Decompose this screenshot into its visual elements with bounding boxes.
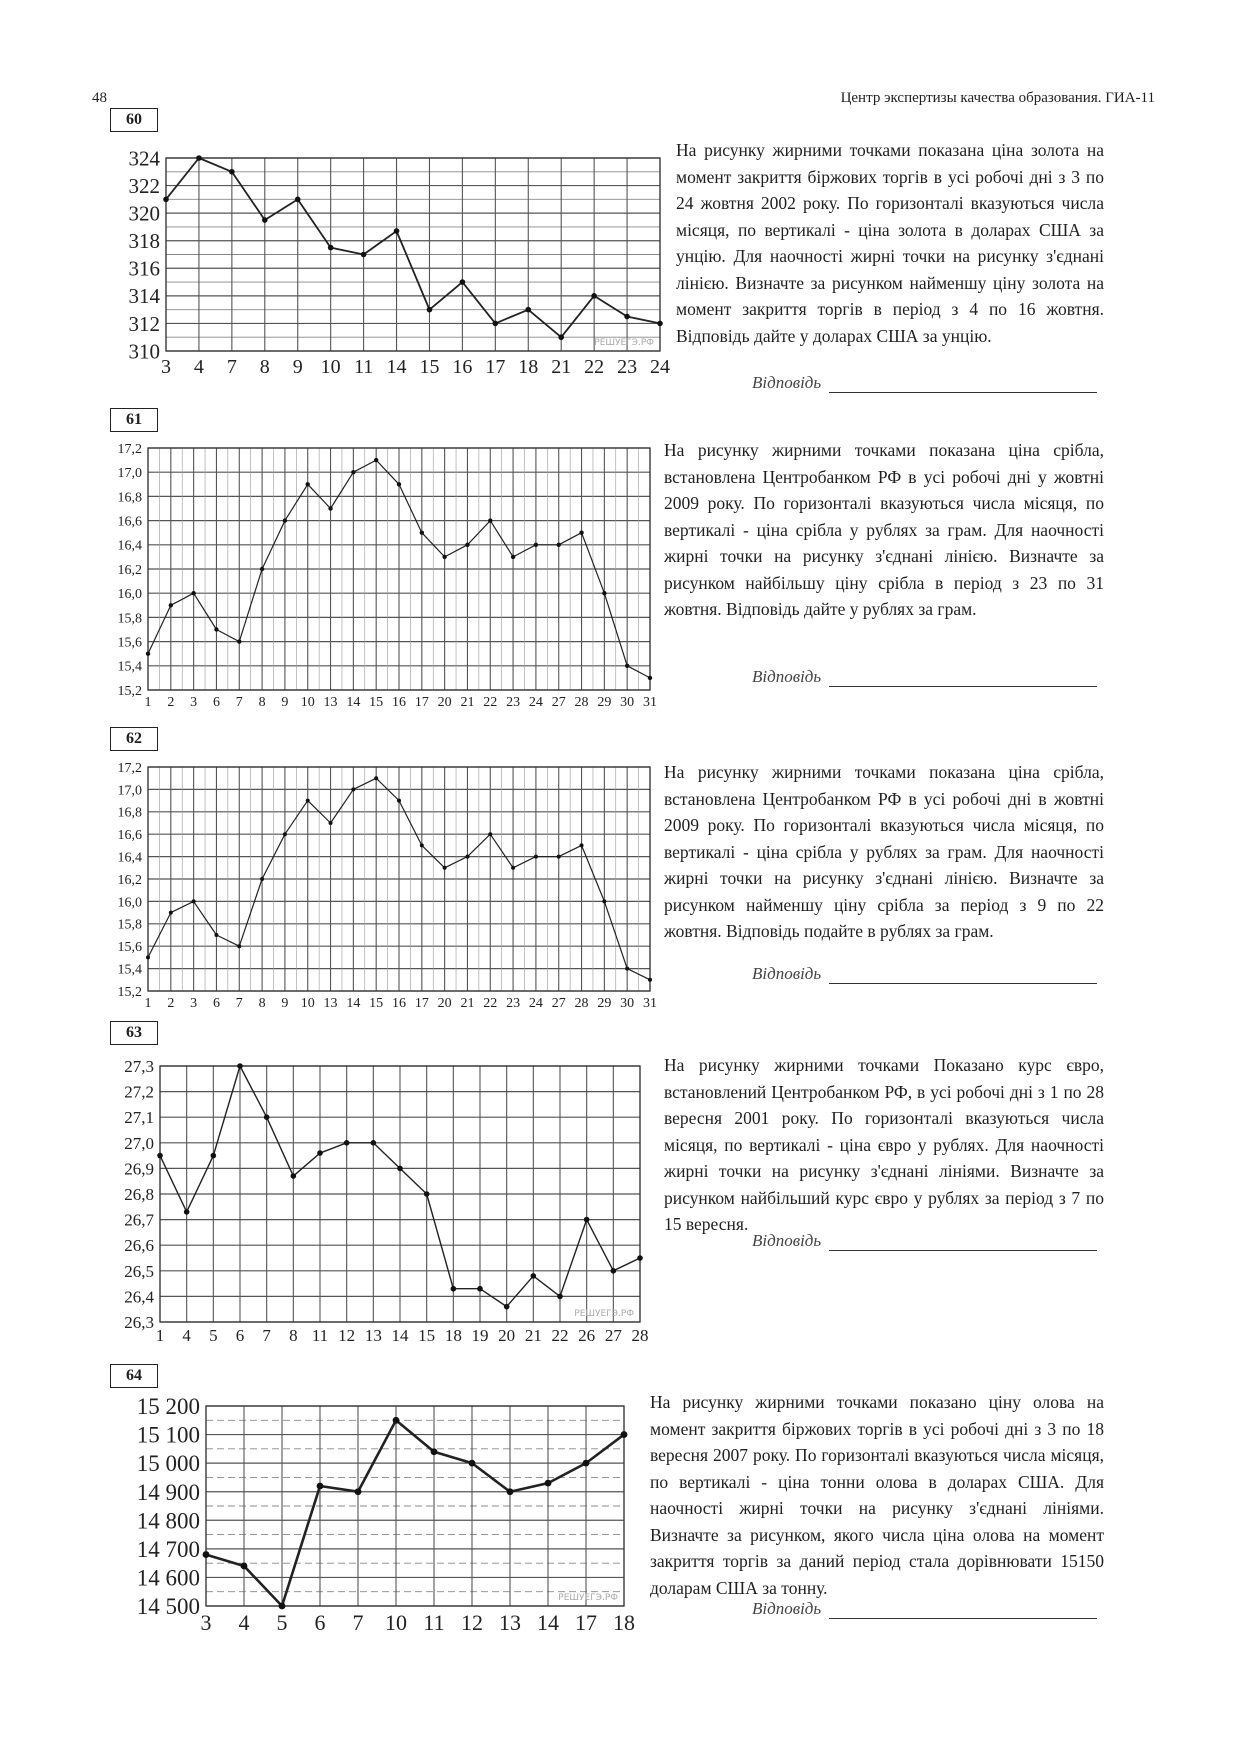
y-tick-label: 16,2 (117, 872, 142, 888)
x-tick-label: 6 (314, 1610, 326, 1635)
data-point (279, 1603, 286, 1610)
x-tick-label: 24 (650, 356, 670, 378)
y-tick-label: 16,0 (117, 895, 142, 911)
x-tick-label: 8 (289, 1326, 298, 1345)
x-tick-label: 14 (391, 1326, 409, 1345)
y-tick-label: 15,8 (117, 917, 142, 933)
data-point (511, 555, 515, 559)
x-tick-label: 20 (437, 695, 452, 710)
data-point (237, 1063, 243, 1069)
data-point (648, 676, 652, 680)
x-tick-label: 13 (323, 996, 338, 1011)
answer-line[interactable] (829, 376, 1097, 393)
data-point (295, 197, 301, 203)
y-tick-label: 17,2 (117, 441, 142, 457)
x-tick-label: 17 (485, 356, 506, 378)
x-tick-label: 15 (369, 996, 384, 1011)
data-point (420, 843, 424, 847)
data-point (611, 1268, 617, 1274)
data-point (317, 1483, 324, 1490)
data-point (465, 543, 469, 547)
data-point (558, 334, 564, 340)
x-tick-label: 8 (258, 996, 266, 1011)
data-point (557, 1294, 563, 1300)
x-tick-label: 9 (292, 356, 303, 378)
answer-label: Відповідь (752, 373, 822, 392)
data-point (397, 1166, 403, 1172)
answer-line[interactable] (829, 1234, 1097, 1251)
data-point (621, 1431, 628, 1438)
y-tick-label: 15,6 (117, 940, 142, 956)
x-tick-label: 22 (483, 996, 498, 1011)
x-tick-label: 28 (574, 996, 589, 1011)
task-number: 62 (110, 727, 158, 751)
answer-label: Відповідь (752, 667, 822, 686)
y-tick-label: 16,0 (117, 587, 142, 603)
y-tick-label: 14 600 (136, 1565, 200, 1591)
data-point (351, 470, 355, 474)
data-point (557, 855, 561, 859)
data-point (625, 967, 629, 971)
data-point (442, 555, 446, 559)
data-point (424, 1191, 430, 1197)
x-tick-label: 7 (235, 695, 243, 710)
x-tick-label: 12 (338, 1326, 356, 1345)
data-point (493, 321, 499, 327)
data-point (355, 1488, 362, 1495)
y-tick-label: 14 900 (136, 1479, 200, 1505)
x-tick-label: 27 (551, 996, 566, 1011)
x-tick-label: 5 (276, 1610, 288, 1635)
x-tick-label: 18 (444, 1326, 462, 1345)
data-point (306, 482, 310, 486)
data-point (344, 1140, 350, 1146)
page-header-title: Центр экспертизы качества образования. ГИА-11 (840, 90, 1155, 106)
y-tick-label: 16,6 (117, 828, 142, 844)
y-tick-label: 16,8 (117, 490, 142, 506)
data-point (583, 1460, 590, 1467)
data-point (260, 877, 264, 881)
x-tick-label: 14 (537, 1610, 559, 1635)
data-point (420, 531, 424, 535)
x-tick-label: 29 (597, 996, 612, 1011)
y-tick-label: 16,8 (117, 805, 142, 821)
x-tick-label: 3 (200, 1610, 212, 1635)
data-point (283, 832, 287, 836)
x-tick-label: 31 (643, 695, 657, 710)
data-point (584, 1217, 590, 1223)
x-tick-label: 13 (323, 695, 338, 710)
y-tick-label: 27,3 (124, 1056, 154, 1076)
y-tick-label: 26,4 (124, 1287, 154, 1307)
page-number: 48 (92, 90, 107, 106)
data-point (371, 1140, 377, 1146)
y-tick-label: 17,0 (117, 783, 142, 799)
task-number: 61 (110, 408, 158, 432)
data-point (214, 627, 218, 631)
y-tick-label: 16,4 (117, 538, 142, 554)
data-point (157, 1153, 163, 1159)
answer-line[interactable] (829, 967, 1097, 984)
data-point (625, 664, 629, 668)
y-tick-label: 17,0 (117, 466, 142, 482)
answer-line[interactable] (829, 1602, 1097, 1619)
data-point (511, 866, 515, 870)
answer-label: Відповідь (752, 1231, 822, 1250)
data-point (361, 252, 367, 258)
answer-field[interactable] (752, 1231, 1097, 1251)
x-tick-label: 19 (471, 1326, 489, 1345)
x-tick-label: 11 (353, 356, 374, 378)
task-text: На рисунку жирними точками Показано курс євро, встановлений Центробанком РФ, в усі робочі дні з 1 по 28 вересня 2001 року. По горизонталі вказуються числа місяця, по вертикалі - ціна євро у рублях. Для наочності жирні точки на рисунку з'єднані лініями. Визначте за рисунком найбільший курс євро у рублях за період з 7 по 15 вересня. (664, 1055, 1104, 1234)
x-tick-label: 15 (418, 1326, 436, 1345)
data-point (557, 543, 561, 547)
x-tick-label: 4 (193, 356, 204, 378)
chart-euro-rate (100, 1054, 660, 1354)
x-tick-label: 7 (226, 356, 237, 378)
y-tick-label: 26,5 (124, 1261, 154, 1281)
answer-line[interactable] (829, 670, 1097, 687)
x-tick-label: 15 (419, 356, 440, 378)
y-tick-label: 14 500 (136, 1594, 200, 1620)
chart-grid (166, 158, 660, 351)
data-point (427, 307, 433, 313)
y-tick-label: 27,2 (124, 1082, 154, 1102)
x-tick-label: 23 (506, 695, 521, 710)
x-tick-label: 14 (346, 695, 361, 710)
data-point (192, 899, 196, 903)
x-tick-label: 2 (167, 996, 175, 1011)
x-tick-label: 6 (212, 996, 220, 1011)
data-point (169, 911, 173, 915)
x-tick-label: 31 (643, 996, 657, 1011)
data-point (624, 314, 630, 320)
data-point (465, 855, 469, 859)
y-tick-label: 15 000 (136, 1451, 200, 1477)
data-point (531, 1273, 537, 1279)
data-point (579, 531, 583, 535)
x-tick-label: 3 (161, 356, 171, 378)
data-point (637, 1255, 643, 1261)
x-tick-label: 21 (460, 996, 475, 1011)
data-point (291, 1173, 297, 1179)
y-tick-label: 314 (128, 284, 160, 309)
y-tick-label: 15,8 (117, 611, 142, 627)
x-tick-label: 16 (452, 356, 473, 378)
data-point (451, 1286, 457, 1292)
x-tick-label: 14 (346, 996, 361, 1011)
watermark: РЕШУЕГЭ.РФ (594, 338, 654, 348)
x-tick-label: 3 (190, 695, 198, 710)
data-point (317, 1150, 323, 1156)
y-tick-label: 14 700 (136, 1536, 200, 1562)
chart-grid (160, 1066, 640, 1322)
chart-tin-price (100, 1394, 660, 1644)
x-tick-label: 30 (620, 996, 635, 1011)
answer-field[interactable] (752, 964, 1097, 984)
y-tick-label: 15 100 (136, 1422, 200, 1448)
x-tick-label: 18 (518, 356, 539, 378)
x-tick-label: 12 (461, 1610, 483, 1635)
x-tick-label: 6 (212, 695, 220, 710)
chart-silver-price (100, 438, 660, 718)
data-point (648, 978, 652, 982)
data-point (534, 855, 538, 859)
x-tick-label: 4 (182, 1326, 191, 1345)
data-point (591, 293, 597, 299)
x-tick-label: 11 (423, 1610, 445, 1635)
data-point (443, 866, 447, 870)
data-point (283, 518, 287, 522)
data-point (351, 787, 355, 791)
data-point (163, 197, 169, 203)
data-point (146, 955, 150, 959)
x-tick-label: 14 (386, 356, 407, 378)
data-point (374, 458, 378, 462)
x-tick-label: 20 (437, 996, 452, 1011)
data-point (460, 279, 466, 285)
y-tick-label: 16,6 (117, 514, 142, 530)
x-tick-label: 18 (613, 1610, 635, 1635)
y-tick-label: 27,0 (124, 1133, 154, 1153)
x-tick-label: 22 (584, 356, 605, 378)
y-tick-label: 15 200 (136, 1394, 200, 1420)
data-point (260, 567, 264, 571)
y-tick-label: 26,6 (124, 1236, 154, 1256)
y-tick-label: 324 (128, 146, 160, 171)
data-point (397, 482, 401, 486)
y-tick-label: 15,4 (117, 962, 142, 978)
series-line (166, 158, 660, 337)
watermark: РЕШУЕГЭ.РФ (558, 1593, 618, 1603)
data-point (394, 228, 400, 234)
x-tick-label: 9 (281, 695, 289, 710)
data-point (469, 1460, 476, 1467)
x-tick-label: 22 (551, 1326, 569, 1345)
data-point (184, 1209, 190, 1215)
data-point (525, 307, 531, 313)
task-number: 63 (110, 1021, 158, 1045)
x-tick-label: 1 (144, 996, 152, 1011)
data-point (262, 217, 268, 223)
x-tick-label: 7 (235, 996, 243, 1011)
x-tick-label: 24 (528, 695, 543, 710)
x-tick-label: 23 (506, 996, 521, 1011)
task-number: 64 (110, 1364, 158, 1388)
y-tick-label: 322 (128, 173, 160, 198)
data-point (602, 899, 606, 903)
task-text: На рисунку жирними точками показана ціна срібла, встановлена Центробанком РФ в усі робочі дні у жовтні 2009 року. По горизонталі вказуються числа місяця, по вертикалі - ціна срібла у рублях за грам. Для наочності жирні точки на рисунку з'єднані лінією. Визначте за рисунком найбільшу ціну срібла в період з 23 по 31 жовтня. Відповідь дайте у рублях за грам. (664, 440, 1104, 619)
x-tick-label: 30 (620, 695, 635, 710)
data-point (203, 1551, 210, 1558)
task-text: На рисунку жирними точками показана ціна золота на момент закриття біржових торгів в усі робочі дні з 3 по 24 жовтня 2002 року. По горизонталі вказуються числа місяця, по вертикалі - ціна золота в доларах США за унцію. Для наочності жирні точки на рисунку з'єднані лінією. Визначте за рисунком найменшу ціну золота на момент закриття торгів в період з 4 по 16 жовтня. Відповідь дайте у доларах США за унцію. (676, 140, 1104, 346)
x-tick-label: 16 (392, 695, 406, 710)
y-tick-label: 318 (128, 229, 160, 254)
data-point (241, 1563, 248, 1570)
data-point (329, 821, 333, 825)
data-point (393, 1417, 400, 1424)
answer-field[interactable] (752, 373, 1097, 393)
data-point (191, 591, 195, 595)
data-point (196, 155, 202, 161)
data-point (264, 1114, 270, 1120)
x-tick-label: 28 (631, 1326, 649, 1345)
x-tick-label: 10 (300, 695, 315, 710)
y-tick-label: 15,2 (117, 984, 142, 1000)
x-tick-label: 10 (320, 356, 341, 378)
x-tick-label: 13 (364, 1326, 382, 1345)
x-tick-label: 21 (524, 1326, 542, 1345)
y-tick-label: 17,2 (117, 760, 142, 776)
answer-label: Відповідь (752, 1599, 822, 1618)
x-tick-label: 21 (551, 356, 572, 378)
y-tick-label: 14 800 (136, 1508, 200, 1534)
data-point (504, 1304, 510, 1310)
task-text: На рисунку жирними точками показана ціна срібла, встановлена Центробанком РФ в усі робочі дні в жовтні 2009 року. По горизонталі вказуються числа місяця, по вертикалі - ціна срібла у рублях за грам. Для наочності жирні точки на рисунку з'єднані лінією. Визначте за рисунком найменшу ціну срібла за період з 9 по 22 жовтня. Відповідь подайте в рублях за грам. (664, 762, 1104, 941)
x-tick-label: 23 (617, 356, 638, 378)
x-tick-label: 27 (604, 1326, 622, 1345)
data-point (397, 799, 401, 803)
x-tick-label: 24 (528, 996, 543, 1011)
series-line (206, 1420, 624, 1606)
x-tick-label: 8 (258, 695, 266, 710)
data-point (488, 832, 492, 836)
y-tick-label: 27,1 (124, 1108, 154, 1128)
y-tick-label: 16,2 (117, 562, 142, 578)
x-tick-label: 1 (155, 1326, 165, 1345)
x-tick-label: 17 (414, 695, 429, 710)
y-tick-label: 26,7 (124, 1210, 154, 1230)
data-point (237, 944, 241, 948)
data-point (328, 506, 332, 510)
x-tick-label: 5 (209, 1326, 218, 1345)
y-tick-label: 16,4 (117, 850, 142, 866)
y-tick-label: 312 (128, 311, 160, 336)
y-tick-label: 310 (128, 339, 160, 364)
y-tick-label: 26,9 (124, 1159, 154, 1179)
data-point (169, 603, 173, 607)
x-tick-label: 16 (392, 996, 406, 1011)
x-tick-label: 21 (460, 695, 475, 710)
data-point (507, 1488, 514, 1495)
data-point (657, 321, 663, 327)
x-tick-label: 7 (352, 1610, 364, 1635)
x-tick-label: 1 (144, 695, 152, 710)
y-tick-label: 15,4 (117, 659, 142, 675)
x-tick-label: 10 (300, 996, 315, 1011)
y-tick-label: 15,6 (117, 635, 142, 651)
task-text: На рисунку жирними точками показано ціну олова на момент закриття біржових торгів в усі робочі дні з 3 по 18 вересня 2007 року. По горизонталі вказуються числа місяця, по вертикалі - ціна тонни олова в доларах США. Для наочності жирні точки на рисунку з'єднані лініями. Визначте за рисунком, якого числа ціна олова на момент закриття торгів за даний період стала дорівнювати 15150 доларам США за тонну. (650, 1392, 1104, 1598)
x-tick-label: 22 (483, 695, 498, 710)
data-point (431, 1448, 438, 1455)
x-tick-label: 13 (499, 1610, 521, 1635)
y-tick-label: 320 (128, 201, 160, 226)
x-tick-label: 29 (597, 695, 612, 710)
x-tick-label: 10 (385, 1610, 407, 1635)
chart-gold-price (100, 140, 670, 390)
x-tick-label: 17 (414, 996, 429, 1011)
data-point (477, 1286, 483, 1292)
answer-field[interactable] (752, 1599, 1097, 1619)
y-tick-label: 15,2 (117, 683, 142, 699)
x-tick-label: 11 (311, 1326, 329, 1345)
data-point (328, 245, 334, 251)
x-tick-label: 3 (190, 996, 198, 1011)
x-tick-label: 28 (574, 695, 589, 710)
data-point (602, 591, 606, 595)
watermark: РЕШУЕГЭ.РФ (574, 1309, 634, 1319)
data-point (488, 518, 492, 522)
answer-field[interactable] (752, 667, 1097, 687)
data-point (306, 799, 310, 803)
x-tick-label: 26 (578, 1326, 596, 1345)
data-point (534, 543, 538, 547)
x-tick-label: 8 (259, 356, 270, 378)
data-point (229, 169, 235, 175)
data-point (237, 639, 241, 643)
x-tick-label: 4 (238, 1610, 250, 1635)
data-point (374, 776, 378, 780)
answer-label: Відповідь (752, 964, 822, 983)
x-tick-label: 9 (281, 996, 289, 1011)
x-tick-label: 2 (167, 695, 175, 710)
data-point (580, 843, 584, 847)
y-tick-label: 316 (128, 256, 160, 281)
data-point (211, 1153, 217, 1159)
data-point (545, 1480, 552, 1487)
task-number: 60 (110, 108, 158, 132)
chart-silver-price (100, 757, 660, 1017)
x-tick-label: 7 (262, 1326, 271, 1345)
data-point (214, 933, 218, 937)
y-tick-label: 26,8 (124, 1184, 154, 1204)
data-point (146, 652, 150, 656)
y-tick-label: 26,3 (124, 1312, 154, 1332)
x-tick-label: 6 (235, 1326, 245, 1345)
x-tick-label: 17 (575, 1610, 597, 1635)
x-tick-label: 20 (498, 1326, 516, 1345)
x-tick-label: 15 (369, 695, 384, 710)
x-tick-label: 27 (551, 695, 566, 710)
